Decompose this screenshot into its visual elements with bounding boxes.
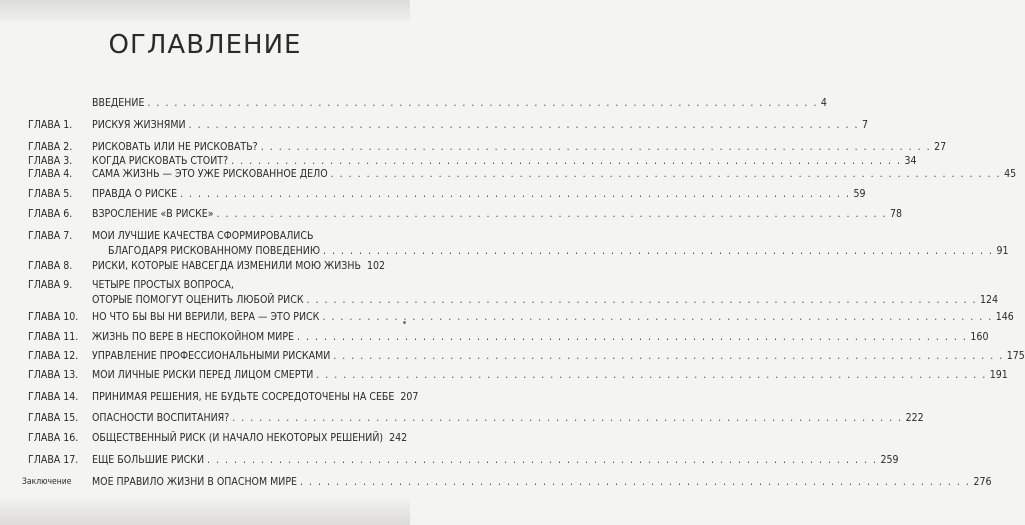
entry-line bbox=[92, 475, 992, 490]
entry-line bbox=[92, 390, 419, 405]
dot-leader bbox=[297, 330, 967, 345]
entry-line bbox=[92, 118, 868, 133]
dot-leader bbox=[333, 349, 1003, 364]
entry-title: ПРАВДА О РИСКЕ bbox=[92, 188, 178, 200]
page-speck bbox=[403, 321, 406, 324]
entry-title: РИСКУЯ ЖИЗНЯМИ bbox=[92, 119, 186, 131]
entry-line bbox=[92, 453, 899, 468]
entry-body bbox=[92, 118, 868, 133]
dot-leader bbox=[232, 411, 902, 426]
chapter-label: ГЛАВА 5. bbox=[28, 188, 73, 200]
entry-title: РИСКИ, КОТОРЫЕ НАВСЕГДА ИЗМЕНИЛИ МОЮ ЖИЗНЬ bbox=[92, 260, 361, 272]
chapter-label: ГЛАВА 12. bbox=[28, 350, 79, 362]
entry-title: НО ЧТО БЫ ВЫ НИ ВЕРИЛИ, ВЕРА — ЭТО РИСК bbox=[92, 311, 320, 323]
entry-body bbox=[92, 330, 989, 345]
entry-body bbox=[92, 278, 998, 308]
entry-title: ПРИНИМАЯ РЕШЕНИЯ, НЕ БУДЬТЕ СОСРЕДОТОЧЕНЫ НА СЕБЕ bbox=[92, 391, 395, 403]
page-bottom-edge bbox=[0, 500, 410, 525]
page-top-edge bbox=[0, 0, 410, 22]
entry-line bbox=[92, 349, 1025, 364]
dot-leader bbox=[307, 293, 977, 308]
entry-line bbox=[92, 187, 866, 202]
entry-title: САМА ЖИЗНЬ — ЭТО УЖЕ РИСКОВАННОЕ ДЕЛО bbox=[92, 168, 328, 180]
chapter-label: ГЛАВА 8. bbox=[28, 260, 73, 272]
chapter-label: Заключение bbox=[22, 477, 72, 487]
chapter-label: ГЛАВА 6. bbox=[28, 208, 73, 220]
chapter-label: ГЛАВА 15. bbox=[28, 412, 79, 424]
page-number: 7 bbox=[861, 119, 868, 131]
entry-body bbox=[92, 368, 1008, 383]
page-number: 276 bbox=[973, 476, 992, 488]
entry-title: РИСКОВАТЬ ИЛИ НЕ РИСКОВАТЬ? bbox=[92, 141, 258, 153]
entry-title: КОГДА РИСКОВАТЬ СТОИТ? bbox=[92, 155, 229, 167]
page-number: 146 bbox=[995, 311, 1014, 323]
chapter-label: ГЛАВА 4. bbox=[28, 168, 73, 180]
entry-title: ВВЕДЕНИЕ bbox=[92, 97, 145, 109]
chapter-label: ГЛАВА 14. bbox=[28, 391, 79, 403]
dot-leader bbox=[322, 310, 992, 325]
page-number: 175 bbox=[1006, 350, 1025, 362]
page-number: 34 bbox=[904, 155, 917, 167]
entry-line bbox=[92, 167, 1017, 182]
chapter-label: ГЛАВА 11. bbox=[28, 331, 79, 343]
chapter-label: ГЛАВА 1. bbox=[28, 119, 73, 131]
entry-line bbox=[92, 244, 1009, 259]
chapter-label: ГЛАВА 13. bbox=[28, 369, 79, 381]
page-number: 124 bbox=[979, 294, 998, 306]
page-number: 242 bbox=[389, 432, 408, 444]
entry-body bbox=[92, 475, 992, 490]
dot-leader bbox=[300, 475, 970, 490]
entry-title: МОИ ЛИЧНЫЕ РИСКИ ПЕРЕД ЛИЦОМ СМЕРТИ bbox=[92, 369, 314, 381]
page-number: 191 bbox=[989, 369, 1008, 381]
dot-leader bbox=[217, 207, 887, 222]
chapter-label: ГЛАВА 16. bbox=[28, 432, 79, 444]
entry-title: ОПАСНОСТИ ВОСПИТАНИЯ? bbox=[92, 412, 230, 424]
page-number: 207 bbox=[400, 391, 419, 403]
entry-line bbox=[92, 259, 385, 274]
entry-line bbox=[92, 411, 924, 426]
page-number: 27 bbox=[934, 141, 947, 153]
page-number: 222 bbox=[905, 412, 924, 424]
entry-body bbox=[92, 349, 1025, 364]
entry-body bbox=[92, 140, 947, 155]
chapter-label: ГЛАВА 10. bbox=[28, 311, 79, 323]
entry-title-first-line: МОИ ЛУЧШИЕ КАЧЕСТВА СФОРМИРОВАЛИСЬ bbox=[92, 230, 314, 242]
chapter-label: ГЛАВА 9. bbox=[28, 279, 73, 291]
page-number: 45 bbox=[1004, 168, 1017, 180]
dot-leader bbox=[147, 96, 817, 111]
entry-line bbox=[92, 293, 998, 308]
chapter-label: ГЛАВА 7. bbox=[28, 230, 73, 242]
entry-body bbox=[92, 431, 408, 446]
entry-title: УПРАВЛЕНИЕ ПРОФЕССИОНАЛЬНЫМИ РИСКАМИ bbox=[92, 350, 331, 362]
entry-title: ЕЩЕ БОЛЬШИЕ РИСКИ bbox=[92, 454, 205, 466]
chapter-label: ГЛАВА 2. bbox=[28, 141, 73, 153]
entry-title: ОТОРЫЕ ПОМОГУТ ОЦЕНИТЬ ЛЮБОЙ РИСК bbox=[92, 294, 304, 306]
page-number: 4 bbox=[820, 97, 827, 109]
entry-title: ЖИЗНЬ ПО ВЕРЕ В НЕСПОКОЙНОМ МИРЕ bbox=[92, 331, 295, 343]
entry-line bbox=[92, 207, 902, 222]
entry-body bbox=[92, 259, 385, 274]
page-number: 91 bbox=[996, 245, 1009, 257]
entry-line bbox=[92, 330, 989, 345]
page-number: 259 bbox=[880, 454, 899, 466]
entry-body bbox=[92, 207, 902, 222]
entry-body bbox=[92, 229, 1009, 259]
entry-line bbox=[92, 310, 1014, 325]
dot-leader bbox=[261, 140, 931, 155]
entry-body bbox=[92, 310, 1014, 325]
page-number: 78 bbox=[889, 208, 902, 220]
entry-body bbox=[92, 96, 827, 111]
dot-leader bbox=[323, 244, 993, 259]
dot-leader bbox=[189, 118, 859, 133]
entry-body bbox=[92, 453, 899, 468]
entry-title: МОЕ ПРАВИЛО ЖИЗНИ В ОПАСНОМ МИРЕ bbox=[92, 476, 298, 488]
entry-body bbox=[92, 390, 419, 405]
dot-leader bbox=[331, 167, 1001, 182]
entry-line bbox=[92, 431, 408, 446]
entry-title: БЛАГОДАРЯ РИСКОВАННОМУ ПОВЕДЕНИЮ bbox=[108, 245, 321, 257]
entry-line bbox=[92, 96, 827, 111]
dot-leader bbox=[207, 453, 877, 468]
page-title: ОГЛАВЛЕНИЕ bbox=[108, 30, 302, 60]
page-number: 160 bbox=[970, 331, 989, 343]
dot-leader bbox=[316, 368, 986, 383]
entry-title: ВЗРОСЛЕНИЕ «В РИСКЕ» bbox=[92, 208, 214, 220]
page-number: 102 bbox=[366, 260, 385, 272]
entry-title: ОБЩЕСТВЕННЫЙ РИСК (И НАЧАЛО НЕКОТОРЫХ РЕШЕНИЙ) bbox=[92, 432, 384, 444]
entry-body bbox=[92, 167, 1017, 182]
entry-line bbox=[92, 368, 1008, 383]
chapter-label: ГЛАВА 3. bbox=[28, 155, 73, 167]
page-number: 59 bbox=[853, 188, 866, 200]
dot-leader bbox=[180, 187, 850, 202]
entry-line bbox=[92, 140, 947, 155]
entry-body bbox=[92, 411, 924, 426]
entry-title-first-line: ЧЕТЫРЕ ПРОСТЫХ ВОПРОСА, bbox=[92, 279, 234, 291]
entry-body bbox=[92, 187, 866, 202]
chapter-label: ГЛАВА 17. bbox=[28, 454, 79, 466]
